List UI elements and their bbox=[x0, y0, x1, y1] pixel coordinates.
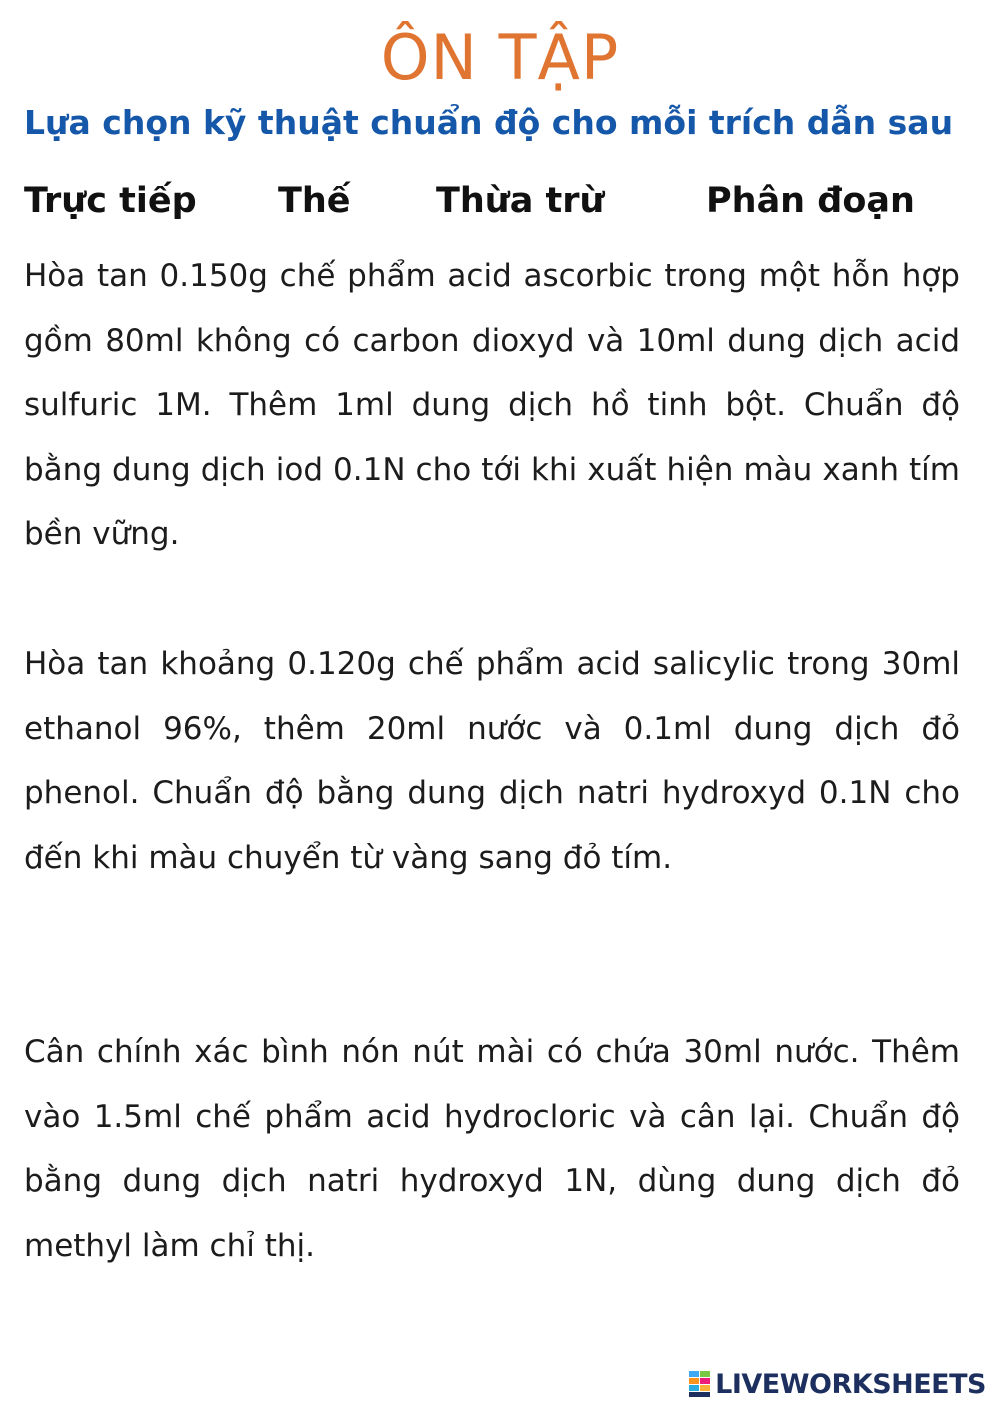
titration-options bbox=[24, 176, 964, 226]
option-thua-tru: Thừa trừ bbox=[436, 181, 605, 221]
liveworksheets-brand bbox=[689, 1366, 986, 1402]
passage-hydrochloric-acid: Cân chính xác bình nón nút mài có chứa 30ml nước. Thêm vào 1.5ml chế phẩm acid hydrocloric và cân lại. Chuẩn độ bằng dung dịch natri hydroxyd 1N, dùng dung dịch đỏ methyl làm chỉ thị. bbox=[24, 1034, 960, 1264]
passage-salicylic-acid: Hòa tan khoảng 0.120g chế phẩm acid salicylic trong 30ml ethanol 96%, thêm 20ml nước và 0.1ml dung dịch đỏ phenol. Chuẩn độ bằng dung dịch natri hydroxyd 0.1N cho đến khi màu chuyển từ vàng sang đỏ tím. bbox=[24, 646, 960, 876]
liveworksheets-logo-icon bbox=[689, 1371, 711, 1397]
option-the: Thế bbox=[278, 181, 351, 221]
option-phan-doan: Phân đoạn bbox=[706, 181, 915, 221]
brand-name: LIVEWORKSHEETS bbox=[715, 1368, 986, 1400]
passage-ascorbic-acid: Hòa tan 0.150g chế phẩm acid ascorbic trong một hỗn hợp gồm 80ml không có carbon dioxyd và 10ml dung dịch acid sulfuric 1M. Thêm 1ml dung dịch hồ tinh bột. Chuẩn độ bằng dung dịch iod 0.1N cho tới khi xuất hiện màu xanh tím bền vững. bbox=[24, 258, 960, 552]
instruction-heading: Lựa chọn kỹ thuật chuẩn độ cho mỗi trích dẫn sau bbox=[24, 103, 954, 142]
page-title: ÔN TẬP bbox=[380, 21, 620, 94]
option-truc-tiep: Trực tiếp bbox=[24, 181, 197, 221]
